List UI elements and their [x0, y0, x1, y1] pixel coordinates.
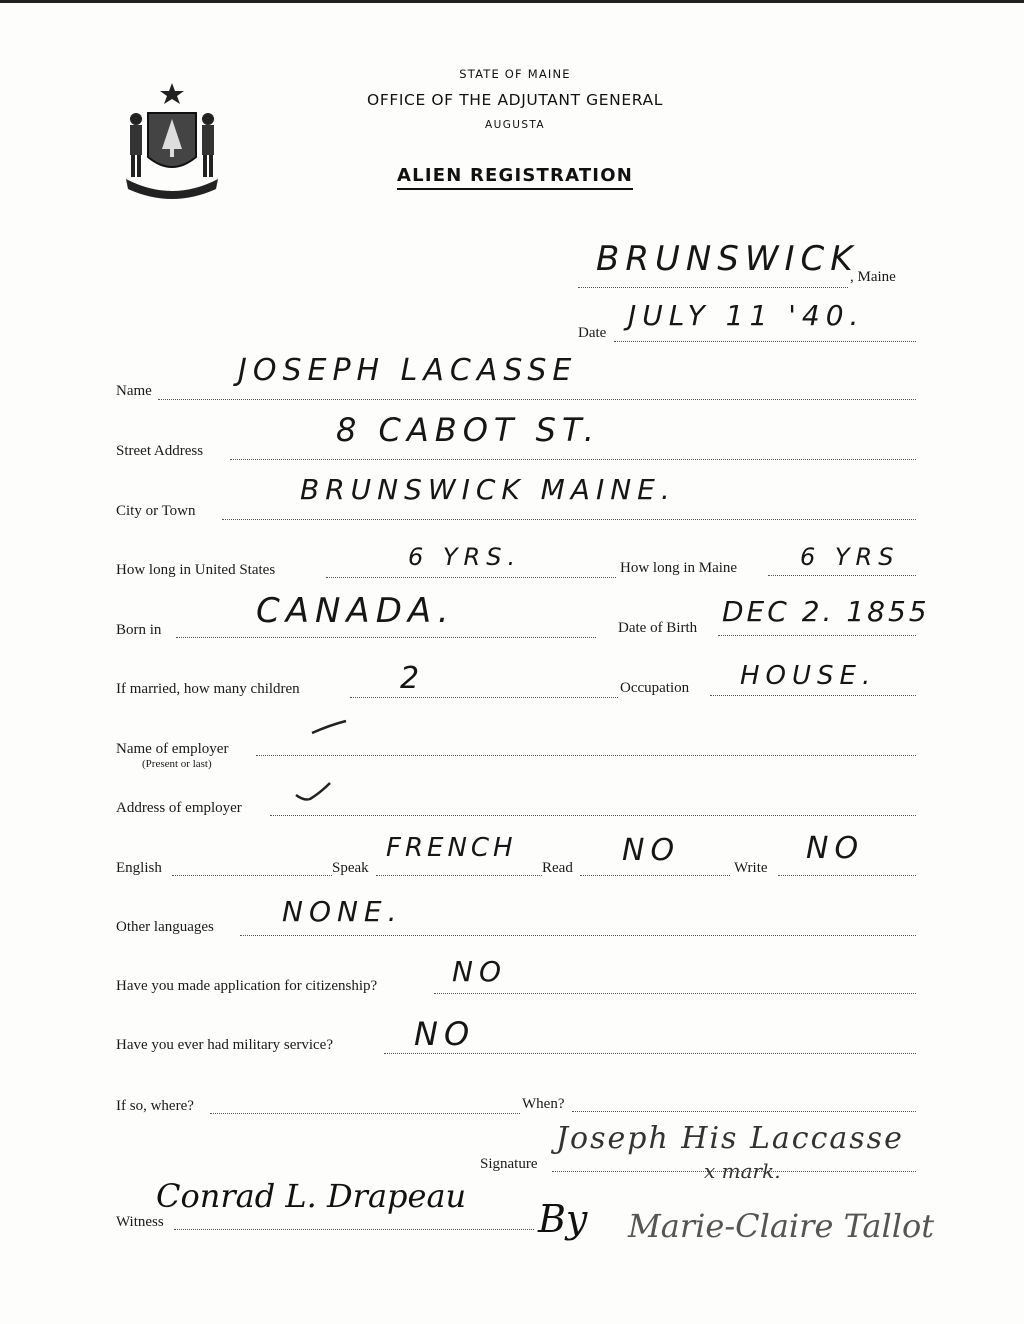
speak-label: Speak	[332, 860, 369, 876]
read-label: Read	[542, 860, 573, 876]
military-value: NO	[414, 1015, 476, 1053]
by-value: By	[538, 1197, 588, 1241]
military-label: Have you ever had military service?	[116, 1037, 333, 1053]
english-label: English	[116, 860, 162, 876]
employer-address-line	[270, 815, 916, 816]
dob-line	[718, 635, 916, 636]
signature-mark-value: x mark.	[704, 1159, 781, 1183]
city-value: BRUNSWICK MAINE.	[300, 473, 676, 506]
born-in-value: CANADA.	[256, 591, 455, 631]
date-line	[614, 341, 916, 342]
speak-value: FRENCH	[386, 833, 517, 863]
maine-label: , Maine	[850, 269, 896, 285]
name-line	[158, 399, 916, 400]
employer-name-label: Name of employer	[116, 741, 229, 757]
employer-address-check-mark	[294, 781, 334, 805]
state-heading: STATE OF MAINE	[459, 67, 571, 81]
form-title: ALIEN REGISTRATION	[300, 165, 730, 186]
how-long-maine-value: 6 YRS	[800, 543, 900, 571]
state-seal-emblem	[116, 79, 228, 203]
how-long-us-line	[326, 577, 616, 578]
when-label: When?	[522, 1096, 565, 1112]
when-line	[572, 1111, 916, 1112]
read-value: NO	[622, 833, 681, 868]
name-label: Name	[116, 383, 152, 399]
street-label: Street Address	[116, 443, 204, 459]
by-name-value: Marie-Claire Tallot	[628, 1207, 935, 1245]
write-line	[778, 875, 916, 876]
citizenship-line	[434, 993, 916, 994]
born-in-label: Born in	[116, 622, 162, 638]
employer-name-line	[256, 755, 916, 756]
town-value: BRUNSWICK	[596, 239, 859, 279]
date-value: JULY 11 '40.	[628, 299, 865, 332]
town-line	[578, 287, 848, 288]
employer-address-label: Address of employer	[116, 800, 242, 816]
witness-label: Witness	[116, 1214, 164, 1230]
street-value: 8 CABOT ST.	[336, 411, 600, 449]
occupation-label: Occupation	[620, 680, 690, 696]
employer-sub-label: (Present or last)	[142, 758, 212, 770]
office-heading: OFFICE OF THE ADJUTANT GENERAL	[367, 91, 663, 109]
dob-value: DEC 2. 1855	[722, 595, 930, 628]
children-value: 2	[400, 661, 426, 696]
city-line	[222, 519, 916, 520]
citizenship-label: Have you made application for citizenship?	[116, 978, 378, 994]
other-languages-value: NONE.	[282, 895, 403, 928]
signature-value: Joseph His Laccasse	[556, 1121, 904, 1156]
if-so-line	[210, 1113, 520, 1114]
dob-label: Date of Birth	[618, 620, 698, 636]
street-line	[230, 459, 916, 460]
occupation-value: HOUSE.	[740, 661, 877, 691]
military-line	[384, 1053, 916, 1054]
english-line	[172, 875, 332, 876]
how-long-us-label: How long in United States	[116, 562, 276, 578]
how-long-us-value: 6 YRS.	[408, 543, 522, 571]
signature-label: Signature	[480, 1156, 538, 1172]
employer-name-dash-mark	[310, 717, 350, 737]
read-line	[580, 875, 730, 876]
name-value: JOSEPH LACASSE	[238, 353, 578, 388]
speak-line	[376, 875, 542, 876]
citizenship-value: NO	[452, 955, 507, 988]
children-line	[350, 697, 618, 698]
date-label: Date	[578, 325, 607, 341]
write-label: Write	[734, 860, 768, 876]
other-languages-label: Other languages	[116, 919, 214, 935]
born-in-line	[176, 637, 596, 638]
write-value: NO	[806, 831, 865, 866]
witness-line	[174, 1229, 534, 1230]
city-label: City or Town	[116, 503, 196, 519]
if-so-label: If so, where?	[116, 1098, 194, 1114]
how-long-maine-line	[768, 575, 916, 576]
children-label: If married, how many children	[116, 681, 300, 697]
witness-value: Conrad L. Drapeau	[156, 1177, 467, 1215]
how-long-maine-label: How long in Maine	[620, 560, 738, 576]
city-heading: AUGUSTA	[485, 119, 545, 131]
other-languages-line	[240, 935, 916, 936]
occupation-line	[710, 695, 916, 696]
